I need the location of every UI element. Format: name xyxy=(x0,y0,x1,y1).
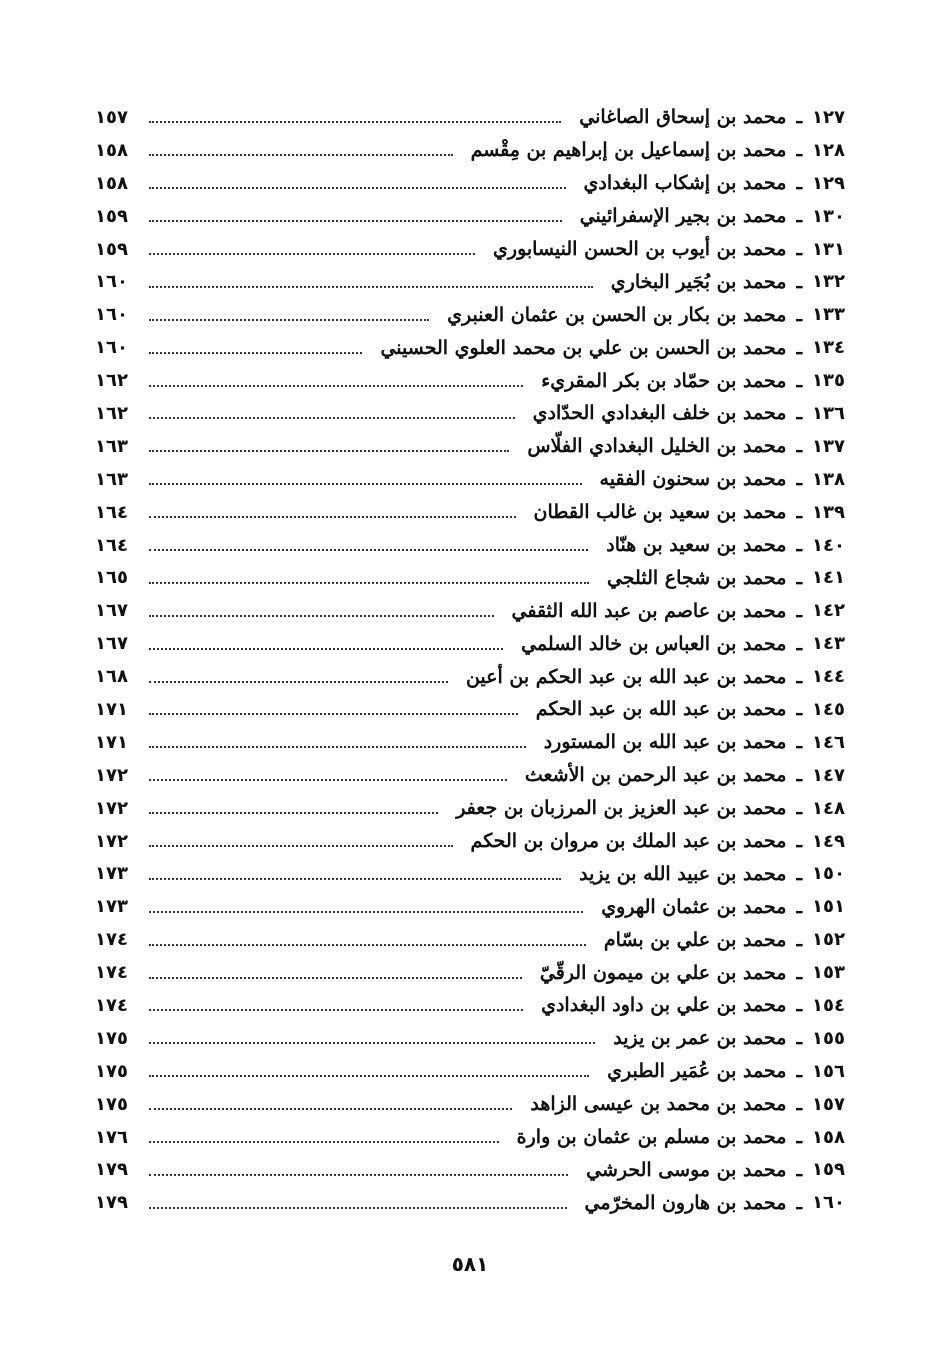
dot-leader xyxy=(149,681,448,683)
entry-dash: ـ xyxy=(796,172,803,195)
entry-dash: ـ xyxy=(796,369,803,392)
entry-name: محمد بن عبد الله بن المستورد xyxy=(543,731,787,754)
entry-dash: ـ xyxy=(796,1060,803,1083)
dot-leader xyxy=(149,779,507,781)
toc-entry xyxy=(95,134,845,167)
entry-page: ١٦٧ xyxy=(95,633,128,655)
entry-dash: ـ xyxy=(796,830,803,853)
entry-dash: ـ xyxy=(796,270,803,293)
entry-name: محمد بن إشكاب البغدادي xyxy=(583,172,787,195)
entry-number: ١٤٩ xyxy=(812,830,845,852)
entry-number: ١٢٧ xyxy=(812,106,845,128)
entry-number: ١٥٩ xyxy=(812,1159,845,1181)
toc-entry xyxy=(95,364,845,397)
dot-leader xyxy=(149,845,453,847)
entry-page: ١٧٩ xyxy=(95,1192,128,1214)
entry-page: ١٧٣ xyxy=(95,896,128,918)
dot-leader xyxy=(149,944,586,946)
toc-entry xyxy=(95,331,845,364)
dot-leader xyxy=(149,154,453,156)
entry-number: ١٣٩ xyxy=(812,501,845,523)
entry-dash: ـ xyxy=(796,599,803,622)
entry-name: محمد بن عثمان الهروي xyxy=(601,895,787,918)
entry-name: محمد بن عاصم بن عبد الله الثقفي xyxy=(511,599,787,622)
entry-dash: ـ xyxy=(796,336,803,359)
entry-dash: ـ xyxy=(796,106,803,129)
entry-name: محمد بن عبد الرحمن بن الأشعث xyxy=(524,764,787,787)
entry-dash: ـ xyxy=(796,961,803,984)
entry-page: ١٦٧ xyxy=(95,600,128,622)
dot-leader xyxy=(149,319,429,321)
entry-number: ١٣٨ xyxy=(812,468,845,490)
toc-entry xyxy=(95,1022,845,1055)
dot-leader xyxy=(149,1174,568,1176)
entry-name: محمد بن موسى الحرشي xyxy=(586,1158,787,1181)
entry-page: ١٧٤ xyxy=(95,929,128,951)
entry-dash: ـ xyxy=(796,764,803,787)
entry-dash: ـ xyxy=(796,731,803,754)
entry-number: ١٣٦ xyxy=(812,402,845,424)
entry-name: محمد بن سعيد بن غالب القطان xyxy=(533,501,787,524)
toc-entry xyxy=(95,660,845,693)
entry-name: محمد بن عبد الله بن عبد الحكم بن أعين xyxy=(465,665,787,688)
toc-entry xyxy=(95,792,845,825)
toc-entry xyxy=(95,857,845,890)
toc-entry xyxy=(95,265,845,298)
dot-leader xyxy=(149,582,589,584)
dot-leader xyxy=(149,121,561,123)
dot-leader xyxy=(149,253,475,255)
entry-page: ١٦٢ xyxy=(95,370,128,392)
toc-entry xyxy=(95,463,845,496)
dot-leader xyxy=(149,483,582,485)
entry-name: محمد بن عبد الملك بن مروان بن الحكم xyxy=(470,830,787,853)
entry-page: ١٧٣ xyxy=(95,863,128,885)
entry-number: ١٥٤ xyxy=(812,994,845,1016)
entry-name: محمد بن عمر بن يزيد xyxy=(613,1027,787,1050)
entry-number: ١٤٠ xyxy=(812,534,845,556)
entry-page: ١٧٤ xyxy=(95,962,128,984)
entry-name: محمد بن عُمَير الطبري xyxy=(607,1060,787,1083)
toc-entry xyxy=(95,693,845,726)
entry-page: ١٦٤ xyxy=(95,534,128,556)
dot-leader xyxy=(149,746,526,748)
entry-dash: ـ xyxy=(796,534,803,557)
entry-dash: ـ xyxy=(796,632,803,655)
entry-dash: ـ xyxy=(796,994,803,1017)
dot-leader xyxy=(149,1141,499,1143)
entry-number: ١٣٧ xyxy=(812,435,845,457)
entry-dash: ـ xyxy=(796,238,803,260)
entry-page: ١٧٩ xyxy=(95,1159,128,1181)
entry-number: ١٤٥ xyxy=(812,698,845,720)
entry-page: ١٥٩ xyxy=(95,238,128,260)
entry-name: محمد بن محمد بن عيسى الزاهد xyxy=(530,1093,787,1116)
toc-entry xyxy=(95,923,845,956)
entry-name: محمد بن علي بن داود البغدادي xyxy=(541,994,787,1017)
entry-dash: ـ xyxy=(796,698,803,721)
dot-leader xyxy=(149,187,566,189)
entry-dash: ـ xyxy=(796,1093,803,1116)
entry-dash: ـ xyxy=(796,501,803,524)
entry-name: محمد بن حمّاد بن بكر المقريء xyxy=(541,369,787,392)
entry-number: ١٥٨ xyxy=(812,1126,845,1148)
toc-entry xyxy=(95,825,845,858)
dot-leader xyxy=(149,648,503,650)
entry-page: ١٥٨ xyxy=(95,139,128,161)
toc-entry xyxy=(95,627,845,660)
dot-leader xyxy=(149,352,362,354)
dot-leader xyxy=(149,220,562,222)
dot-leader xyxy=(149,516,516,518)
table-of-contents xyxy=(95,101,845,1219)
entry-number: ١٢٩ xyxy=(812,172,845,194)
entry-number: ١٢٨ xyxy=(812,139,845,161)
entry-dash: ـ xyxy=(796,139,803,162)
toc-entry xyxy=(95,594,845,627)
entry-dash: ـ xyxy=(796,303,803,326)
entry-number: ١٤٦ xyxy=(812,731,845,753)
entry-page: ١٦٣ xyxy=(95,468,128,490)
entry-name: محمد بن العباس بن خالد السلمي xyxy=(521,632,787,655)
entry-name: محمد بن إسحاق الصاغاني xyxy=(579,106,787,129)
toc-entry xyxy=(95,200,845,233)
toc-entry xyxy=(95,1088,845,1121)
entry-page: ١٧٥ xyxy=(95,1060,128,1082)
entry-dash: ـ xyxy=(796,895,803,918)
dot-leader xyxy=(149,713,518,715)
entry-number: ١٥٣ xyxy=(812,962,845,984)
toc-entry xyxy=(95,726,845,759)
entry-name: محمد بن شجاع الثلجي xyxy=(606,566,787,589)
entry-number: ١٣١ xyxy=(812,238,845,260)
entry-number: ١٣٥ xyxy=(812,370,845,392)
dot-leader xyxy=(149,1207,567,1209)
entry-number: ١٤٤ xyxy=(812,666,845,688)
toc-entry xyxy=(95,1154,845,1187)
entry-page: ١٧٤ xyxy=(95,994,128,1016)
entry-dash: ـ xyxy=(796,665,803,688)
entry-dash: ـ xyxy=(796,1126,803,1149)
entry-number: ١٥٢ xyxy=(812,929,845,951)
dot-leader xyxy=(149,450,509,452)
toc-entry xyxy=(95,101,845,134)
entry-dash: ـ xyxy=(796,1027,803,1050)
entry-number: ١٣٠ xyxy=(812,205,845,227)
dot-leader xyxy=(149,1042,595,1044)
entry-page: ١٧١ xyxy=(95,698,128,720)
entry-number: ١٣٢ xyxy=(812,271,845,293)
entry-page: ١٧١ xyxy=(95,731,128,753)
entry-number: ١٥١ xyxy=(812,896,845,918)
toc-entry xyxy=(95,233,845,266)
entry-page: ١٥٨ xyxy=(95,172,128,194)
entry-page: ١٦٨ xyxy=(95,666,128,688)
entry-dash: ـ xyxy=(796,468,803,491)
toc-entry xyxy=(95,561,845,594)
entry-number: ١٤٢ xyxy=(812,600,845,622)
dot-leader xyxy=(149,977,522,979)
entry-page: ١٦٢ xyxy=(95,402,128,424)
entry-name: محمد بن عبد العزيز بن المرزبان بن جعفر xyxy=(456,797,787,820)
entry-name: محمد بن أيوب بن الحسن النيسابوري xyxy=(493,238,787,260)
entry-page: ١٥٩ xyxy=(95,205,128,227)
dot-leader xyxy=(149,549,588,551)
entry-page: ١٧٢ xyxy=(95,830,128,852)
entry-number: ١٥٥ xyxy=(812,1027,845,1049)
entry-dash: ـ xyxy=(796,928,803,951)
entry-name: محمد بن هارون المخرّمي xyxy=(584,1191,787,1214)
entry-name: محمد بن بجير الإسفرائيني xyxy=(579,205,787,228)
entry-page: ١٦٠ xyxy=(95,271,128,293)
entry-number: ١٤١ xyxy=(812,567,845,589)
dot-leader xyxy=(149,878,561,880)
entry-number: ١٥٦ xyxy=(812,1060,845,1082)
entry-page: ١٧٢ xyxy=(95,764,128,786)
entry-page: ١٦٤ xyxy=(95,501,128,523)
entry-name: محمد بن سعيد بن هنّاد xyxy=(606,534,787,557)
dot-leader xyxy=(149,1075,589,1077)
entry-name: محمد بن خلف البغدادي الحدّادي xyxy=(532,402,787,425)
entry-name: محمد بن بُجَير البخاري xyxy=(610,270,787,293)
entry-name: محمد بن الخليل البغدادي الفلّاس xyxy=(527,435,787,458)
entry-dash: ـ xyxy=(796,797,803,820)
toc-entry xyxy=(95,890,845,923)
entry-number: ١٦٠ xyxy=(812,1192,845,1214)
entry-page: ١٦٠ xyxy=(95,304,128,326)
dot-leader xyxy=(149,615,494,617)
toc-entry xyxy=(95,397,845,430)
toc-entry xyxy=(95,956,845,989)
entry-page: ١٧٢ xyxy=(95,797,128,819)
entry-name: محمد بن علي بن ميمون الرقّيّ xyxy=(539,961,787,984)
entry-number: ١٤٣ xyxy=(812,633,845,655)
entry-name: محمد بن مسلم بن عثمان بن وارة xyxy=(516,1126,787,1149)
toc-entry xyxy=(95,989,845,1022)
dot-leader xyxy=(149,812,438,814)
entry-dash: ـ xyxy=(796,566,803,589)
entry-dash: ـ xyxy=(796,1191,803,1214)
entry-name: محمد بن عبد الله بن عبد الحكم xyxy=(535,698,787,721)
toc-entry xyxy=(95,430,845,463)
entry-dash: ـ xyxy=(796,205,803,228)
entry-name: محمد بن الحسن بن علي بن محمد العلوي الحسيني xyxy=(380,336,787,359)
entry-name: محمد بن بكار بن الحسن بن عثمان العنبري xyxy=(447,303,787,326)
toc-entry xyxy=(95,1121,845,1154)
toc-entry xyxy=(95,759,845,792)
dot-leader xyxy=(149,385,523,387)
dot-leader xyxy=(149,286,593,288)
toc-entry xyxy=(95,298,845,331)
entry-page: ١٦٥ xyxy=(95,567,128,589)
entry-dash: ـ xyxy=(796,862,803,885)
entry-page: ١٧٦ xyxy=(95,1126,128,1148)
toc-entry xyxy=(95,529,845,562)
entry-page: ١٥٧ xyxy=(95,106,128,128)
entry-number: ١٤٧ xyxy=(812,764,845,786)
entry-name: محمد بن إسماعيل بن إبراهيم بن مِقْسم xyxy=(470,139,787,162)
entry-number: ١٣٣ xyxy=(812,304,845,326)
toc-entry xyxy=(95,167,845,200)
dot-leader xyxy=(149,1009,523,1011)
page-number: ٥٨١ xyxy=(451,1252,489,1276)
entry-page: ١٧٥ xyxy=(95,1027,128,1049)
entry-name: محمد بن عبيد الله بن يزيد xyxy=(579,862,787,885)
entry-page: ١٦٣ xyxy=(95,435,128,457)
toc-entry xyxy=(95,496,845,529)
entry-page: ١٦٠ xyxy=(95,337,128,359)
entry-page: ١٧٥ xyxy=(95,1093,128,1115)
entry-number: ١٣٤ xyxy=(812,337,845,359)
entry-name: محمد بن سحنون الفقيه xyxy=(599,468,787,491)
toc-entry xyxy=(95,1055,845,1088)
dot-leader xyxy=(149,911,583,913)
dot-leader xyxy=(149,417,515,419)
entry-name: محمد بن علي بن بسّام xyxy=(603,928,787,951)
entry-dash: ـ xyxy=(796,1158,803,1181)
entry-dash: ـ xyxy=(796,435,803,458)
entry-number: ١٥٠ xyxy=(812,863,845,885)
entry-dash: ـ xyxy=(796,402,803,425)
entry-number: ١٥٧ xyxy=(812,1093,845,1115)
entry-number: ١٤٨ xyxy=(812,797,845,819)
dot-leader xyxy=(149,1108,512,1110)
toc-entry xyxy=(95,1186,845,1219)
